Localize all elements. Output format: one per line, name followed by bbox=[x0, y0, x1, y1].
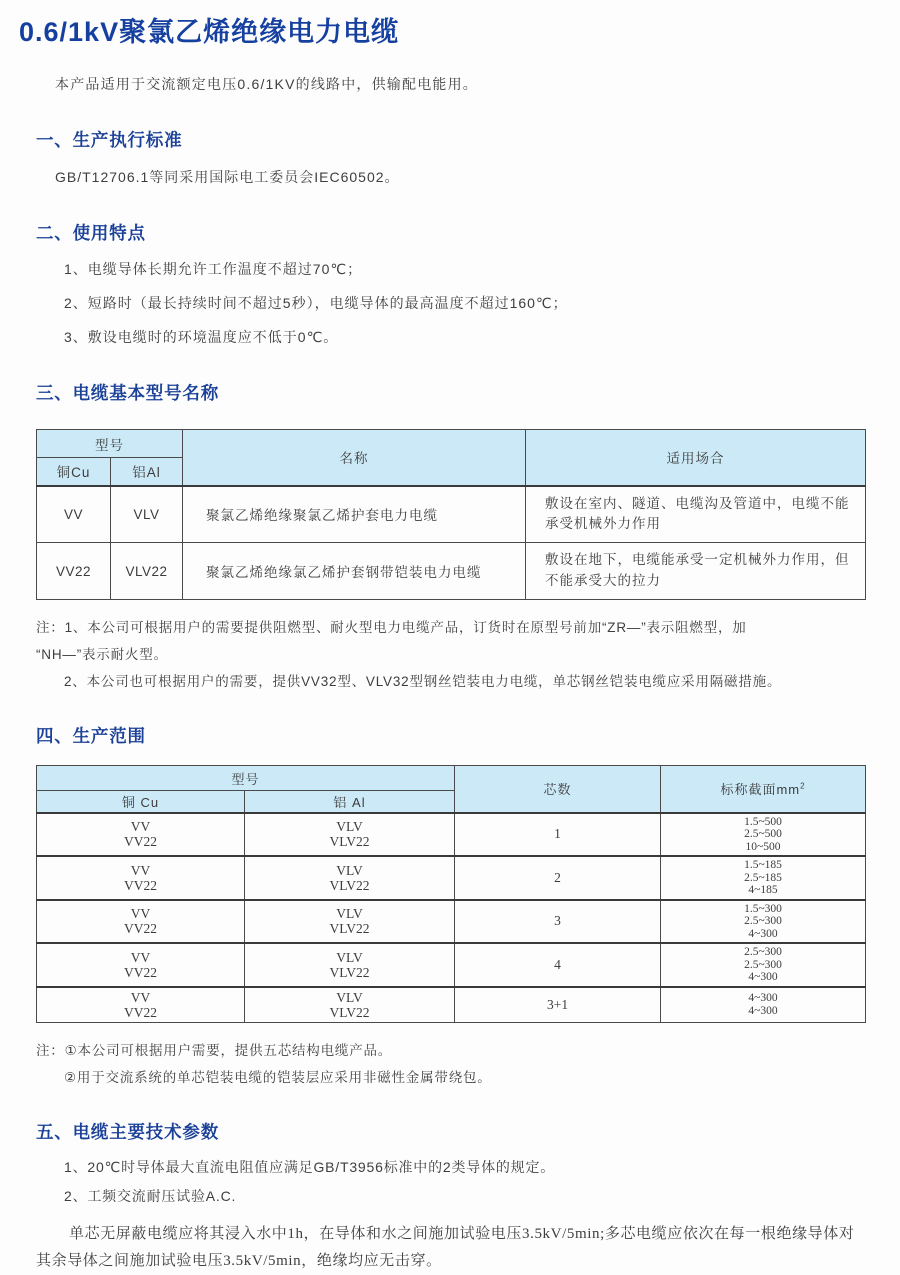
section1-body: GB/T12706.1等同采用国际电工委员会IEC60502。 bbox=[55, 169, 400, 185]
header-aluminum: 铝 Al bbox=[245, 791, 455, 813]
note-line: 注：①本公司可根据用户需要，提供五芯结构电缆产品。 bbox=[36, 1042, 393, 1058]
note-line: “NH—”表示耐火型。 bbox=[36, 647, 168, 663]
cell-al: VLV VLV22 bbox=[245, 900, 455, 944]
header-cores: 芯数 bbox=[455, 766, 661, 813]
header-application: 适用场合 bbox=[526, 430, 866, 486]
header-section-label: 标称截面mm bbox=[720, 782, 801, 798]
cell-name: 聚氯乙烯绝缘聚氯乙烯护套电力电缆 bbox=[183, 486, 526, 543]
cell-al: VLV bbox=[111, 486, 183, 543]
header-copper: 铜Cu bbox=[37, 458, 111, 486]
cell-cores: 1 bbox=[455, 813, 661, 857]
cell-cu: VV VV22 bbox=[37, 813, 245, 857]
header-name: 名称 bbox=[183, 430, 526, 486]
production-range-table bbox=[36, 765, 866, 1023]
cell-al: VLV VLV22 bbox=[245, 813, 455, 857]
cell-cores: 2 bbox=[455, 856, 661, 900]
cell-al: VLV VLV22 bbox=[245, 987, 455, 1023]
page-title: 0.6/1kV聚氯乙烯绝缘电力电缆 bbox=[19, 17, 400, 47]
section4-heading: 四、生产范围 bbox=[36, 726, 146, 747]
cell-name: 聚氯乙烯绝缘氯乙烯护套钢带铠装电力电缆 bbox=[183, 543, 526, 600]
note-line: 2、本公司也可根据用户的需要，提供VV32型、VLV32型钢丝铠装电力电缆，单芯钢丝铠装电缆应采用隔磁措施。 bbox=[64, 674, 782, 690]
cell-cu: VV VV22 bbox=[37, 987, 245, 1023]
header-copper: 铜 Cu bbox=[37, 791, 245, 813]
cell-cu: VV22 bbox=[37, 543, 111, 600]
section2-heading: 二、使用特点 bbox=[36, 223, 146, 243]
header-model: 型号 bbox=[37, 766, 455, 791]
feature-item-3: 3、敷设电缆时的环境温度应不低于0℃。 bbox=[64, 329, 339, 345]
note-line: 注：1、本公司可根据用户的需要提供阻燃型、耐火型电力电缆产品，订货时在原型号前加“ZR—”表示阻燃型，加 bbox=[36, 620, 747, 636]
cell-sections: 1.5~300 2.5~300 4~300 bbox=[661, 900, 866, 944]
cell-sections: 1.5~500 2.5~500 10~500 bbox=[661, 813, 866, 857]
cell-application: 敷设在室内、隧道、电缆沟及管道中，电缆不能承受机械外力作用 bbox=[526, 486, 866, 543]
cell-cores: 4 bbox=[455, 943, 661, 987]
section5-heading: 五、电缆主要技术参数 bbox=[36, 1121, 219, 1142]
note-line: ②用于交流系统的单芯铠装电缆的铠装层应采用非磁性金属带绕包。 bbox=[64, 1069, 492, 1085]
cell-al: VLV VLV22 bbox=[245, 856, 455, 900]
table-row bbox=[37, 856, 866, 900]
header-section bbox=[661, 766, 866, 813]
cell-cu: VV VV22 bbox=[37, 943, 245, 987]
model-name-table bbox=[36, 429, 866, 600]
table-row bbox=[37, 987, 866, 1023]
test-voltage-paragraph: 单芯无屏蔽电缆应将其浸入水中1h，在导体和水之间施加试验电压3.5kV/5min;多芯电缆应依次在每一根绝缘导体对其余导体之间施加试验电压3.5kV/5min，绝缘均应无击穿。 bbox=[36, 1225, 855, 1269]
table-header-row bbox=[37, 430, 866, 458]
table-row bbox=[37, 943, 866, 987]
cell-cores: 3 bbox=[455, 900, 661, 944]
intro-paragraph: 本产品适用于交流额定电压0.6/1KV的线路中，供输配电能用。 bbox=[55, 76, 479, 92]
table-header-row bbox=[37, 766, 866, 791]
cell-sections: 1.5~185 2.5~185 4~185 bbox=[661, 856, 866, 900]
cell-cu: VV VV22 bbox=[37, 900, 245, 944]
feature-item-1: 1、电缆导体长期允许工作温度不超过70℃； bbox=[64, 261, 363, 277]
header-model: 型号 bbox=[37, 430, 183, 458]
cell-sections: 2.5~300 2.5~300 4~300 bbox=[661, 943, 866, 987]
section1-heading: 一、生产执行标准 bbox=[36, 130, 183, 150]
feature-item-2: 2、短路时（最长持续时间不超过5秒），电缆导体的最高温度不超过160℃； bbox=[64, 295, 568, 311]
cell-application: 敷设在地下，电缆能承受一定机械外力作用，但不能承受大的拉力 bbox=[526, 543, 866, 600]
table-row bbox=[37, 813, 866, 857]
table-row bbox=[37, 543, 866, 600]
header-aluminum: 铝Al bbox=[111, 458, 183, 486]
cell-cu: VV bbox=[37, 486, 111, 543]
header-section-sup: 2 bbox=[800, 782, 806, 792]
section3-heading: 三、电缆基本型号名称 bbox=[36, 383, 219, 403]
tech-item-1: 1、20℃时导体最大直流电阻值应满足GB/T3956标准中的2类导体的规定。 bbox=[64, 1158, 556, 1175]
tech-item-2: 2、工频交流耐压试验A.C. bbox=[64, 1187, 237, 1204]
cell-sections: 4~300 4~300 bbox=[661, 987, 866, 1023]
table-row bbox=[37, 486, 866, 543]
table-row bbox=[37, 900, 866, 944]
cell-al: VLV22 bbox=[111, 543, 183, 600]
cell-cu: VV VV22 bbox=[37, 856, 245, 900]
cell-al: VLV VLV22 bbox=[245, 943, 455, 987]
cell-cores: 3+1 bbox=[455, 987, 661, 1023]
